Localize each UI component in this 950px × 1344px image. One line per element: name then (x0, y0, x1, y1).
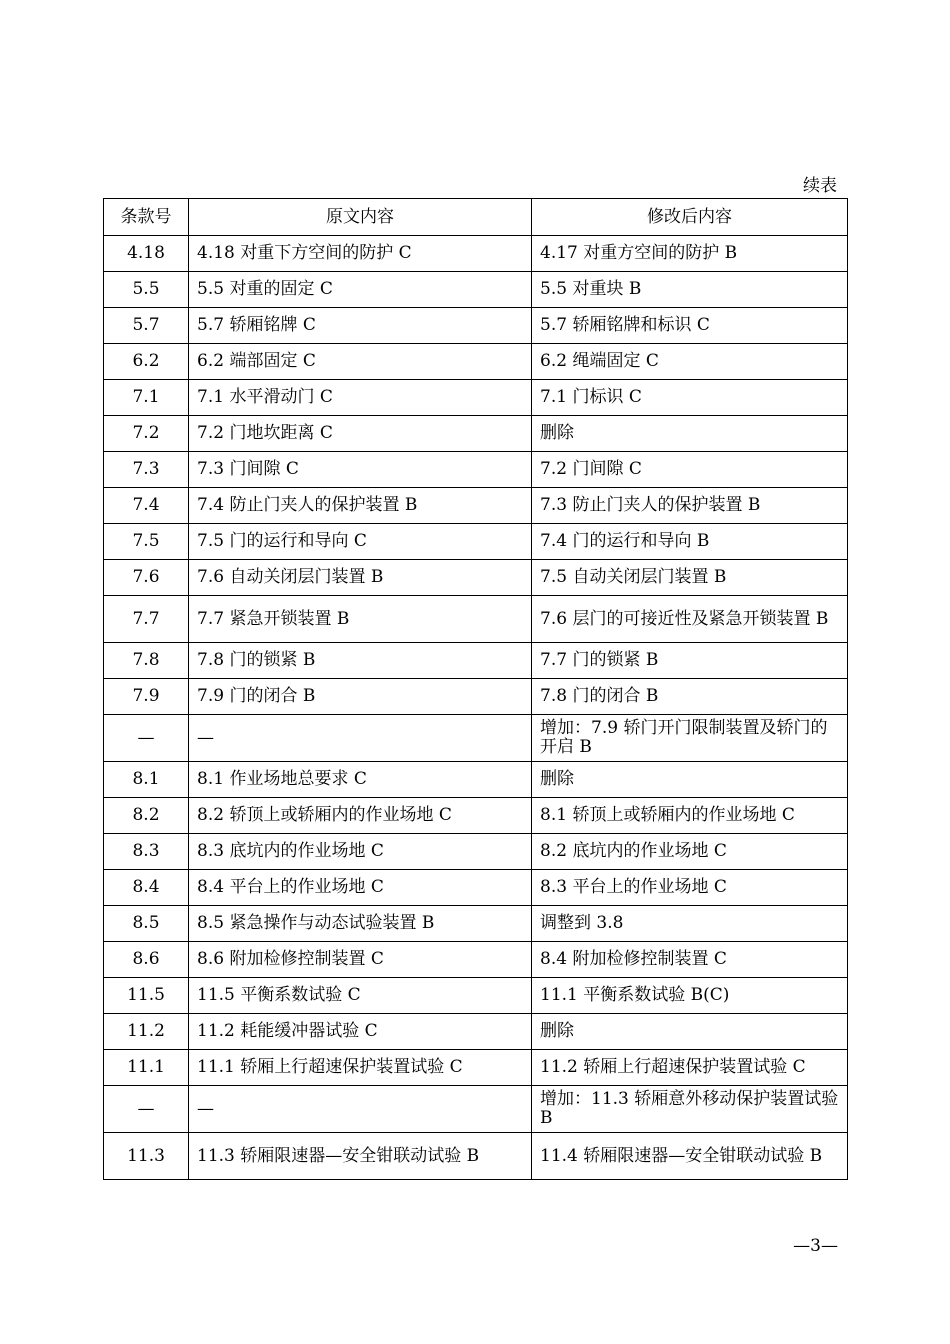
cell-original-content: 7.1 水平滑动门 C (189, 380, 532, 416)
cell-original-content: 8.4 平台上的作业场地 C (189, 870, 532, 906)
table-row (104, 596, 848, 643)
header-clause-no: 条款号 (104, 199, 189, 236)
cell-clause-no: 6.2 (104, 344, 189, 380)
cell-clause-no: 7.5 (104, 524, 189, 560)
revision-table (103, 198, 848, 1180)
cell-clause-no: 5.5 (104, 272, 189, 308)
table-row (104, 1050, 848, 1086)
cell-clause-no: — (104, 715, 189, 762)
cell-clause-no: 8.5 (104, 906, 189, 942)
cell-clause-no: 7.1 (104, 380, 189, 416)
cell-original-content: 8.2 轿顶上或轿厢内的作业场地 C (189, 798, 532, 834)
table-body (104, 236, 848, 1180)
cell-revised-content: 11.2 轿厢上行超速保护装置试验 C (532, 1050, 848, 1086)
table-row (104, 870, 848, 906)
table-row (104, 1086, 848, 1133)
page-number: —3— (793, 1236, 838, 1256)
cell-clause-no: 11.3 (104, 1133, 189, 1180)
table-row (104, 236, 848, 272)
table-row (104, 308, 848, 344)
cell-clause-no: 11.5 (104, 978, 189, 1014)
cell-clause-no: 8.4 (104, 870, 189, 906)
cell-revised-content: 7.3 防止门夹人的保护装置 B (532, 488, 848, 524)
cell-original-content: 7.7 紧急开锁装置 B (189, 596, 532, 643)
cell-original-content: 7.5 门的运行和导向 C (189, 524, 532, 560)
cell-revised-content: 7.8 门的闭合 B (532, 679, 848, 715)
cell-revised-content: 8.4 附加检修控制装置 C (532, 942, 848, 978)
header-original-content: 原文内容 (189, 199, 532, 236)
table-row (104, 942, 848, 978)
cell-original-content: 7.6 自动关闭层门装置 B (189, 560, 532, 596)
cell-revised-content: 4.17 对重方空间的防护 B (532, 236, 848, 272)
cell-revised-content: 增加：7.9 轿门开门限制装置及轿门的开启 B (532, 715, 848, 762)
cell-clause-no: 8.6 (104, 942, 189, 978)
table-row (104, 380, 848, 416)
table-row (104, 906, 848, 942)
cell-clause-no: 7.4 (104, 488, 189, 524)
cell-original-content: 5.7 轿厢铭牌 C (189, 308, 532, 344)
table-row (104, 643, 848, 679)
cell-original-content: — (189, 715, 532, 762)
cell-revised-content: 5.5 对重块 B (532, 272, 848, 308)
cell-original-content: 7.9 门的闭合 B (189, 679, 532, 715)
cell-original-content: — (189, 1086, 532, 1133)
cell-original-content: 6.2 端部固定 C (189, 344, 532, 380)
table-row (104, 715, 848, 762)
table-row (104, 1014, 848, 1050)
table-row (104, 1133, 848, 1180)
table-header-row (104, 199, 848, 236)
cell-original-content: 11.3 轿厢限速器—安全钳联动试验 B (189, 1133, 532, 1180)
cell-clause-no: 8.3 (104, 834, 189, 870)
cell-clause-no: 7.3 (104, 452, 189, 488)
cell-original-content: 8.5 紧急操作与动态试验装置 B (189, 906, 532, 942)
cell-clause-no: — (104, 1086, 189, 1133)
cell-original-content: 8.6 附加检修控制装置 C (189, 942, 532, 978)
table-row (104, 978, 848, 1014)
cell-revised-content: 11.4 轿厢限速器—安全钳联动试验 B (532, 1133, 848, 1180)
cell-clause-no: 7.6 (104, 560, 189, 596)
table-row (104, 798, 848, 834)
cell-clause-no: 7.7 (104, 596, 189, 643)
cell-revised-content: 7.2 门间隙 C (532, 452, 848, 488)
cell-revised-content: 7.7 门的锁紧 B (532, 643, 848, 679)
table-row (104, 344, 848, 380)
cell-original-content: 7.3 门间隙 C (189, 452, 532, 488)
cell-original-content: 7.4 防止门夹人的保护装置 B (189, 488, 532, 524)
table-row (104, 762, 848, 798)
cell-original-content: 8.1 作业场地总要求 C (189, 762, 532, 798)
table-row (104, 416, 848, 452)
continued-label: 续表 (803, 176, 837, 196)
cell-revised-content: 调整到 3.8 (532, 906, 848, 942)
cell-clause-no: 5.7 (104, 308, 189, 344)
cell-revised-content: 7.4 门的运行和导向 B (532, 524, 848, 560)
cell-revised-content: 6.2 绳端固定 C (532, 344, 848, 380)
cell-original-content: 8.3 底坑内的作业场地 C (189, 834, 532, 870)
cell-revised-content: 8.3 平台上的作业场地 C (532, 870, 848, 906)
table-row (104, 834, 848, 870)
cell-revised-content: 8.2 底坑内的作业场地 C (532, 834, 848, 870)
cell-original-content: 7.8 门的锁紧 B (189, 643, 532, 679)
cell-clause-no: 8.1 (104, 762, 189, 798)
cell-clause-no: 8.2 (104, 798, 189, 834)
header-revised-content: 修改后内容 (532, 199, 848, 236)
cell-clause-no: 4.18 (104, 236, 189, 272)
cell-original-content: 4.18 对重下方空间的防护 C (189, 236, 532, 272)
cell-clause-no: 7.8 (104, 643, 189, 679)
table-row (104, 452, 848, 488)
cell-original-content: 11.1 轿厢上行超速保护装置试验 C (189, 1050, 532, 1086)
cell-revised-content: 增加：11.3 轿厢意外移动保护装置试验 B (532, 1086, 848, 1133)
cell-original-content: 7.2 门地坎距离 C (189, 416, 532, 452)
cell-clause-no: 11.1 (104, 1050, 189, 1086)
cell-revised-content: 7.1 门标识 C (532, 380, 848, 416)
table-row (104, 524, 848, 560)
cell-clause-no: 7.2 (104, 416, 189, 452)
cell-clause-no: 7.9 (104, 679, 189, 715)
cell-revised-content: 删除 (532, 762, 848, 798)
cell-original-content: 11.5 平衡系数试验 C (189, 978, 532, 1014)
table-row (104, 272, 848, 308)
cell-clause-no: 11.2 (104, 1014, 189, 1050)
table-row (104, 488, 848, 524)
cell-original-content: 5.5 对重的固定 C (189, 272, 532, 308)
cell-revised-content: 删除 (532, 1014, 848, 1050)
cell-revised-content: 8.1 轿顶上或轿厢内的作业场地 C (532, 798, 848, 834)
cell-revised-content: 7.6 层门的可接近性及紧急开锁装置 B (532, 596, 848, 643)
cell-original-content: 11.2 耗能缓冲器试验 C (189, 1014, 532, 1050)
cell-revised-content: 5.7 轿厢铭牌和标识 C (532, 308, 848, 344)
cell-revised-content: 11.1 平衡系数试验 B(C) (532, 978, 848, 1014)
table-row (104, 679, 848, 715)
cell-revised-content: 7.5 自动关闭层门装置 B (532, 560, 848, 596)
cell-revised-content: 删除 (532, 416, 848, 452)
table-row (104, 560, 848, 596)
